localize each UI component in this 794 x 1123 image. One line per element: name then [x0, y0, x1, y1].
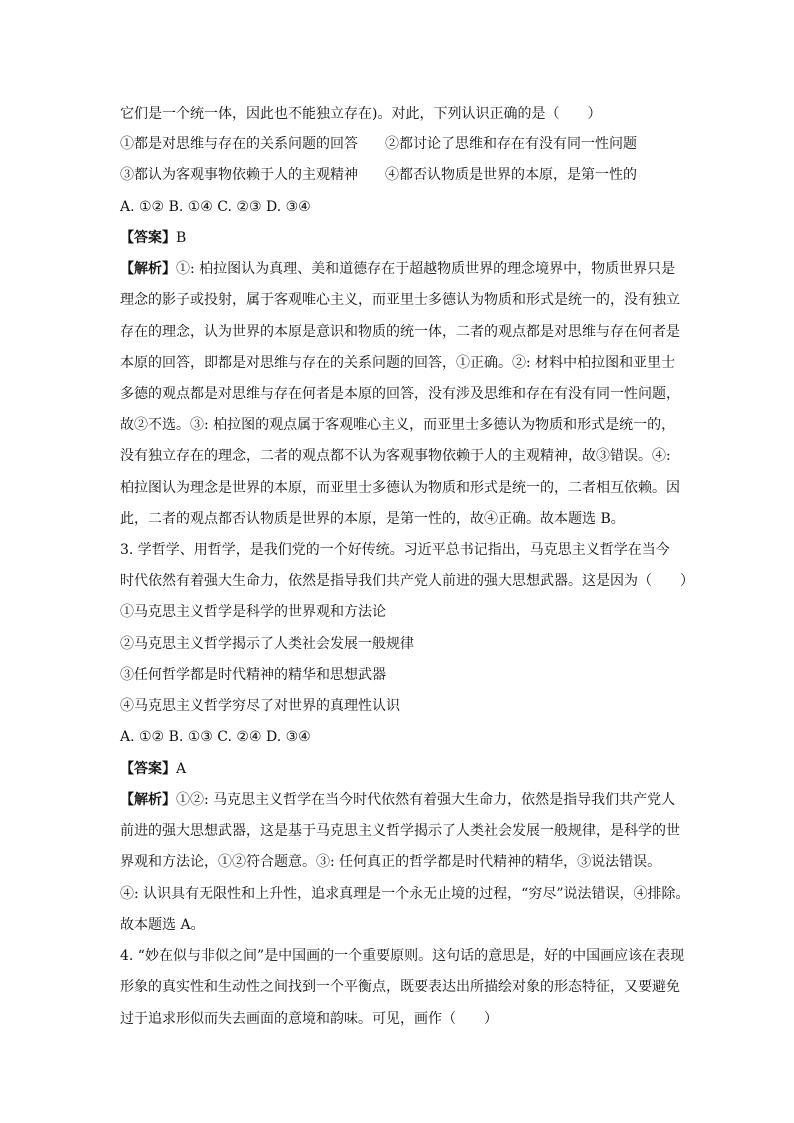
q3-analysis-line-4: ④: 认识具有无限性和上升性，追求真理是一个永无止境的过程，“穷尽”说法错误，④排除。: [120, 886, 690, 902]
q2-option-1: ①都是对思维与存在的关系问题的回答: [120, 136, 358, 152]
q3-analysis-line-2: 前进的强大思想武器，这是基于马克思主义哲学揭示了人类社会发展一般规律，是科学的世: [120, 823, 680, 839]
q3-answer: [120, 760, 680, 778]
q2-analysis-text-1: ①: 柏拉图认为真理、美和道德存在于超越物质世界的理念境界中，物质世界只是: [176, 261, 676, 277]
q2-option-2: ②都讨论了思维和存在有没有同一性问题: [385, 136, 637, 152]
q2-analysis-label: 【解析】: [120, 261, 176, 277]
q3-option-4: ④马克思主义哲学穷尽了对世界的真理性认识: [120, 698, 400, 714]
q2-analysis-line-7: 没有独立存在的理念，二者的观点都不认为客观事物依赖于人的主观精神，故③错误。④:: [120, 448, 671, 464]
q2-answer-label: 【答案】: [120, 230, 176, 246]
q3-analysis-text-1: ①②: 马克思主义哲学在当今时代依然有着强大生命力，依然是指导我们共产党人: [176, 792, 676, 808]
q2-analysis-line-5: 多德的观点都是对思维与存在何者是本原的回答，没有涉及思维和存在有没有同一性问题，: [120, 386, 680, 402]
q3-analysis-label: 【解析】: [120, 792, 176, 808]
q2-options-row-2: [120, 166, 680, 184]
q2-analysis-line-9: 此，二者的观点都否认物质是世界的本原，是第一性的，故④正确。故本题选 B。: [120, 511, 625, 527]
q3-option-2: ②马克思主义哲学揭示了人类社会发展一般规律: [120, 636, 414, 652]
q2-analysis-line-8: 柏拉图认为理念是世界的本原，而亚里士多德认为物质和形式是统一的，二者相互依赖。因: [120, 480, 680, 496]
q2-stem-tail: 它们是一个统一体，因此也不能独立存在)。对此，下列认识正确的是（ ）: [120, 106, 602, 122]
q4-stem-line-2: 形象的真实性和生动性之间找到一个平衡点，既要表达出所描绘对象的形态特征，又要避免: [120, 979, 680, 995]
q2-option-4: ④都否认物质是世界的本原，是第一性的: [385, 167, 637, 183]
q4-stem-line-3: 过于追求形似而失去画面的意境和韵味。可见，画作（ ）: [120, 1011, 498, 1027]
q3-answer-value: A: [176, 761, 187, 777]
q4-stem-line-1: 4. “妙在似与非似之间”是中国画的一个重要原则。这句话的意思是，好的中国画应该在表现: [120, 948, 685, 964]
q2-analysis-line-4: 本原的回答，即都是对思维与存在的关系问题的回答，①正确。②: 材料中柏拉图和亚里士: [120, 355, 676, 371]
q2-analysis-line-6: 故②不选。③: 柏拉图的观点属于客观唯心主义，而亚里士多德认为物质和形式是统一的，: [120, 417, 676, 433]
q3-stem-line-2: 时代依然有着强大生命力，依然是指导我们共产党人前进的强大思想武器。这是因为（ ）: [120, 573, 694, 589]
q3-analysis-line-3: 界观和方法论，①②符合题意。③: 任何真正的哲学都是时代精神的精华，③说法错误。: [120, 854, 662, 870]
q2-answer-value: B: [176, 230, 187, 246]
q3-analysis-line-1: [120, 791, 680, 809]
q2-answer: [120, 229, 680, 247]
q3-analysis-line-5: 故本题选 A。: [120, 917, 205, 933]
q3-answer-label: 【答案】: [120, 761, 176, 777]
q2-analysis-line-2: 理念的影子或投射，属于客观唯心主义，而亚里士多德认为物质和形式是统一的，没有独立: [120, 292, 680, 308]
q2-option-3: ③都认为客观事物依赖于人的主观精神: [120, 167, 358, 183]
q2-analysis-line-3: 存在的理念，认为世界的本原是意识和物质的统一体，二者的观点都是对思维与存在何者是: [120, 324, 680, 340]
q2-choices: A. ①② B. ①④ C. ②③ D. ③④: [120, 199, 311, 215]
q3-option-1: ①马克思主义哲学是科学的世界观和方法论: [120, 604, 386, 620]
q2-options-row-1: [120, 135, 680, 153]
q2-analysis-line-1: [120, 260, 680, 278]
q3-stem-line-1: 3. 学哲学、用哲学，是我们党的一个好传统。习近平总书记指出，马克思主义哲学在当今: [120, 542, 670, 558]
q3-choices: A. ①② B. ①③ C. ②④ D. ③④: [120, 729, 311, 745]
q3-option-3: ③任何哲学都是时代精神的精华和思想武器: [120, 667, 386, 683]
